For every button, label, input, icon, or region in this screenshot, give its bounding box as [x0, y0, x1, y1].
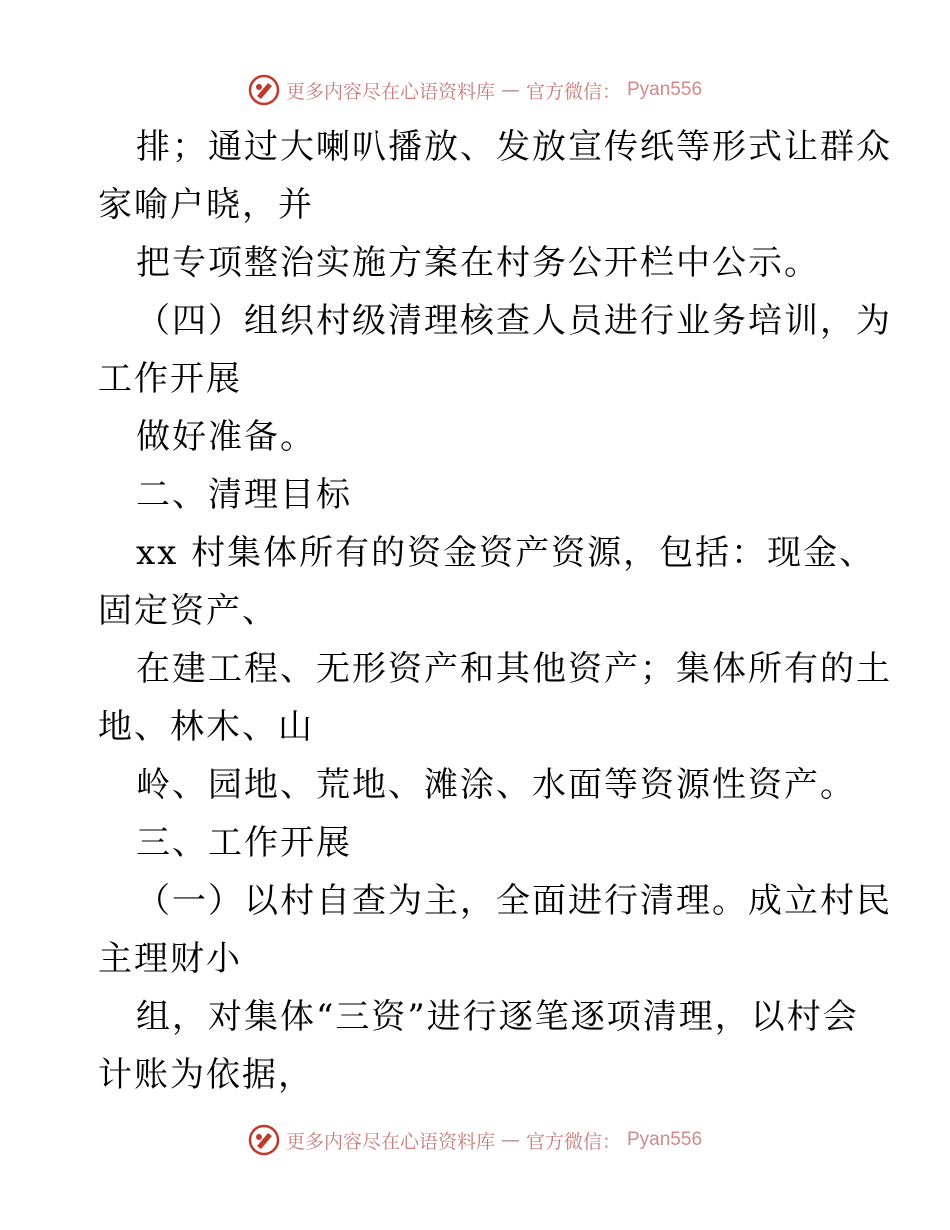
section-heading: 三、工作开展	[136, 823, 352, 863]
text-line: xx 村集体所有的资金资产资源，包括：现金、	[136, 533, 876, 573]
text-line: 排；通过大喇叭播放、发放宣传纸等形式让群众	[136, 127, 892, 167]
watermark-text: 更多内容尽在心语资料库	[285, 1130, 495, 1153]
text-line: 固定资产、	[98, 591, 278, 631]
text-line: 岭、园地、荒地、滩涂、水面等资源性资产。	[136, 765, 856, 805]
watermark-separator: —	[500, 1129, 520, 1151]
text-line: 做好准备。	[136, 417, 316, 457]
watermark-suffix: 官方微信：	[525, 80, 621, 103]
text-line: 工作开展	[98, 359, 242, 399]
section-heading: 二、清理目标	[136, 475, 352, 515]
watermark-wechat-id: Pyan556	[627, 1129, 703, 1150]
logo-icon	[248, 74, 280, 106]
header-watermark	[0, 70, 950, 110]
footer-watermark	[0, 1120, 950, 1160]
text-line: 主理财小	[98, 939, 242, 979]
text-line: 地、林木、山	[98, 707, 314, 747]
text-line: 把专项整治实施方案在村务公开栏中公示。	[136, 243, 820, 283]
watermark-text: 更多内容尽在心语资料库	[285, 80, 495, 103]
text-line: 计账为依据，	[98, 1055, 314, 1095]
text-line: 家喻户晓，并	[98, 185, 314, 225]
text-line: （一）以村自查为主，全面进行清理。成立村民	[136, 881, 892, 921]
document-body	[98, 118, 892, 1104]
watermark-wechat-id: Pyan556	[627, 79, 703, 100]
text-line: 在建工程、无形资产和其他资产；集体所有的土	[136, 649, 892, 689]
logo-icon	[248, 1124, 280, 1156]
watermark-separator: —	[500, 79, 520, 101]
watermark-suffix: 官方微信：	[525, 1130, 621, 1153]
text-line: （四）组织村级清理核查人员进行业务培训，为	[136, 301, 892, 341]
text-line: 组，对集体“三资”进行逐笔逐项清理，以村会	[136, 997, 859, 1037]
